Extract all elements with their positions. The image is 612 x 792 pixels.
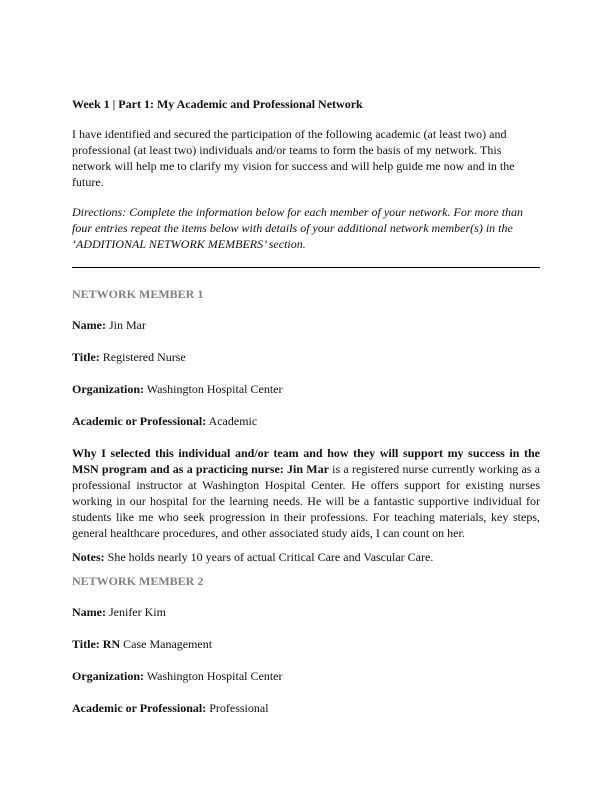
organization-label: Organization: [72,669,144,683]
member-type-value: Academic [208,414,258,428]
member-type-field [72,700,540,716]
intro-paragraph: I have identified and secured the participation of the following academic (at least two) and professional (at least two) individuals and/or teams to form the basis of my network. This network will help me to clarify my vision for success and will help guide me now and in the future. [72,127,515,189]
member-title-value: Case Management [123,637,213,651]
why-text: is a registered nurse currently working as a professional instructor at Washington Hospital Center. He offers support for existing nurses working in our hospital for the learning needs. He will be a fantastic supportive individual for students like me who seek progression in their professions. For teaching materials, key steps, general healthcare procedures, and other associated study aids, I can count on her. [72,462,541,540]
member-organization-value: Washington Hospital Center [146,669,283,683]
member-heading: NETWORK MEMBER 2 [72,574,204,588]
why-member-name: Jin Mar [287,462,329,476]
academic-or-professional-label: Academic or Professional: [72,701,207,715]
document-page [72,96,540,732]
title-label: Title: [72,350,100,364]
member-why-paragraph [72,445,540,541]
member-organization-field [72,381,540,397]
member-organization-field [72,668,540,684]
member-name-field [72,317,540,333]
notes-label: Notes: [72,550,105,564]
member-title-field [72,636,540,652]
member-type-value: Professional [209,701,269,715]
member-name-value: Jin Mar [108,318,146,332]
member-title-value: Registered Nurse [102,350,186,364]
directions-paragraph: Directions: Complete the information below for each member of your network. For more than four entries repeat the items below with details of your additional network member(s) in the ‘ADDITIONAL NETWORK MEMBERS’ section. [72,205,524,251]
member-title-abbrev: RN [102,637,121,651]
member-notes [72,549,540,565]
member-name-field [72,604,540,620]
title-label: Title: [72,637,100,651]
member-title-field [72,349,540,365]
member-type-field [72,413,540,429]
name-label: Name: [72,605,106,619]
member-name-value: Jenifer Kim [108,605,166,619]
network-member-1 [72,286,540,565]
notes-text: She holds nearly 10 years of actual Critical Care and Vascular Care. [107,550,434,564]
network-member-2 [72,573,540,716]
name-label: Name: [72,318,106,332]
why-label: Why I selected this individual and/or team and how they will support my success in the MSN program and as a practicing nurse: [72,446,540,476]
document-title: Week 1 | Part 1: My Academic and Professional Network [72,97,363,111]
member-organization-value: Washington Hospital Center [146,382,283,396]
organization-label: Organization: [72,382,144,396]
academic-or-professional-label: Academic or Professional: [72,414,207,428]
member-heading: NETWORK MEMBER 1 [72,287,204,301]
section-divider [72,267,540,268]
